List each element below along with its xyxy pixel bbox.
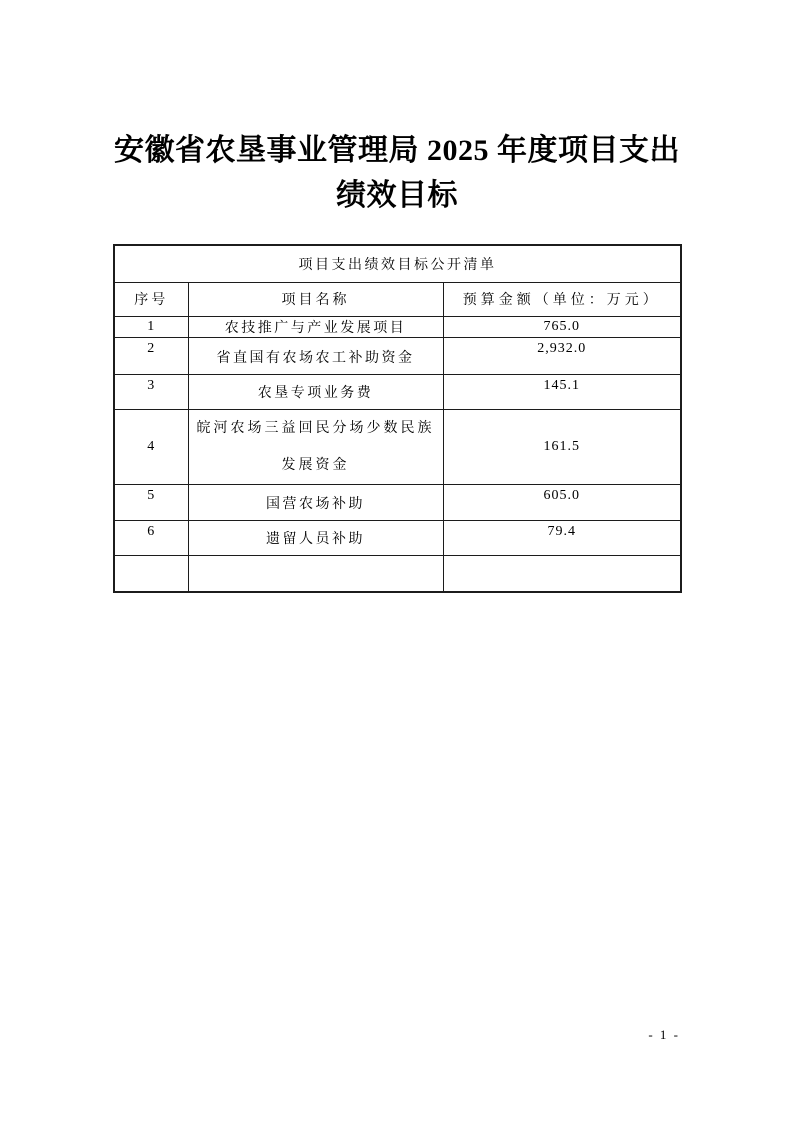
cell-project-name: 国营农场补助 <box>188 484 443 520</box>
page-title-line2: 绩效目标 <box>336 179 458 212</box>
page-number: - 1 - <box>648 1027 680 1042</box>
cell-project-name: 省直国有农场农工补助资金 <box>188 337 443 374</box>
cell-seq: 4 <box>114 409 188 484</box>
column-header-name: 项目名称 <box>188 282 443 316</box>
cell-project-name: 农技推广与产业发展项目 <box>188 316 443 337</box>
cell-project-name: 皖河农场三益回民分场少数民族发展资金 <box>188 409 443 484</box>
cell-project-name: 农垦专项业务费 <box>188 374 443 409</box>
cell-seq: 5 <box>114 484 188 520</box>
cell-seq: 6 <box>114 520 188 555</box>
cell-seq <box>114 555 188 592</box>
cell-amount: 161.5 <box>443 409 681 484</box>
cell-amount: 79.4 <box>443 520 681 555</box>
table-row-empty <box>114 555 681 592</box>
cell-seq: 1 <box>114 316 188 337</box>
cell-project-name: 遗留人员补助 <box>188 520 443 555</box>
table-row <box>114 316 681 337</box>
cell-amount: 2,932.0 <box>443 337 681 374</box>
cell-amount <box>443 555 681 592</box>
cell-seq: 3 <box>114 374 188 409</box>
table-row <box>114 409 681 484</box>
table-row <box>114 520 681 555</box>
column-header-amount: 预算金额（单位：万元） <box>443 282 681 316</box>
cell-amount: 605.0 <box>443 484 681 520</box>
table-header-row <box>114 282 681 316</box>
page-title <box>60 128 734 218</box>
page-title-line1: 安徽省农垦事业管理局 2025 年度项目支出 <box>114 134 680 167</box>
cell-amount: 145.1 <box>443 374 681 409</box>
cell-seq: 2 <box>114 337 188 374</box>
table-caption: 项目支出绩效目标公开清单 <box>114 245 681 282</box>
table-row <box>114 374 681 409</box>
cell-amount: 765.0 <box>443 316 681 337</box>
budget-table <box>113 244 682 593</box>
cell-project-name <box>188 555 443 592</box>
column-header-seq: 序号 <box>114 282 188 316</box>
table-row <box>114 484 681 520</box>
table-caption-row <box>114 245 681 282</box>
table-row <box>114 337 681 374</box>
